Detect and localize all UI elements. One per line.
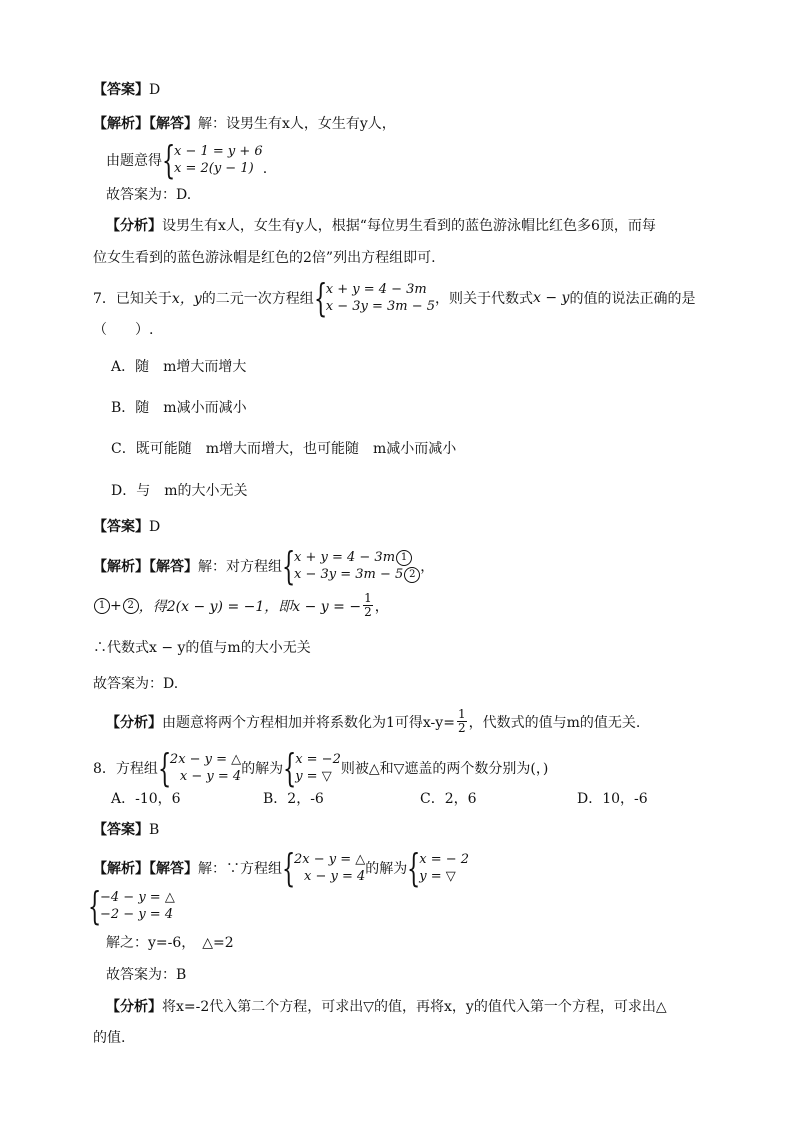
q8-conclusion: 故答案为：B (106, 967, 187, 983)
option-b: B．2，-6 (263, 791, 324, 807)
solution-x: x = − 2 (419, 852, 470, 867)
q6-answer (93, 80, 160, 100)
left-brace: { (313, 276, 328, 320)
equation-2: x − 3y = 3m − 5 (294, 567, 404, 582)
q6-analysis (93, 114, 396, 134)
analysis-text: 解：∵方程组 (198, 861, 282, 877)
fraction-one-half (363, 592, 373, 619)
circled-number-1: 1 (396, 550, 412, 566)
stem-part-1: 7．已知关于 (93, 291, 172, 307)
equation-1: x + y = 4 − 3m (294, 550, 396, 565)
q8-fenxi-line-1 (106, 997, 667, 1017)
fraction-numerator: 1 (457, 707, 466, 721)
fenxi-tag: 【分析】 (106, 714, 162, 731)
fenxi-text-2: ，代数式的值与m的值无关. (468, 714, 641, 731)
q7-answer (93, 517, 160, 537)
stem-part-4: 的值的说法正确的是 (569, 291, 696, 307)
answer-value: D (149, 519, 161, 535)
fraction-numerator: 1 (364, 591, 372, 605)
q6-fenxi-line-1 (106, 216, 656, 236)
q6-equation-system (106, 138, 268, 182)
equation-2: x = 2(y − 1) (174, 161, 254, 176)
stem-part-2: 的二元一次方程组 (201, 291, 314, 307)
q7-fenxi (106, 708, 640, 735)
answer-tag: 【答案】 (93, 822, 149, 838)
left-brace: { (407, 846, 421, 890)
fenxi-text-1: 由题意将两个方程相加并将系数化为1可得x-y= (162, 714, 455, 731)
q7-step (93, 592, 389, 619)
q7-analysis (93, 544, 435, 588)
left-brace: { (162, 138, 176, 182)
left-brace: { (283, 746, 297, 790)
analysis-tag: 【解析】【解答】 (93, 559, 198, 575)
circled-number-2: 2 (123, 598, 139, 614)
fenxi-text: 设男生有x人，女生有y人，根据“每位男生看到的蓝色游泳帽比红色多6顶，而每 (162, 218, 656, 234)
q7-stem-line-2: （ ）. (93, 322, 154, 338)
option-a: A．随 m增大而增大 (111, 359, 247, 375)
option-c: C．既可能随 m增大而增大，也可能随 m减小而减小 (111, 441, 457, 457)
equation-1: x − 1 = y + 6 (174, 144, 263, 159)
substituted-equation-2: −2 − y = 4 (100, 907, 174, 922)
solution-y: y = ▽ (419, 869, 456, 884)
option-c: C．2，6 (420, 791, 477, 807)
stem-part-1: 8．方程组 (93, 761, 158, 777)
equation-2: x − 3y = 3m − 5 (325, 299, 436, 314)
q6-fenxi-line-2: 位女生看到的蓝色游泳帽是红色的2倍”列出方程组即可. (93, 250, 436, 266)
fenxi-text: 将x=-2代入第二个方程，可求出▽的值，再将x，y的值代入第一个方程，可求出△ (162, 999, 667, 1015)
left-brace: { (282, 544, 296, 588)
step-suffix: ， (374, 598, 389, 615)
analysis-comma: ， (420, 559, 435, 575)
equation-2: x − y = 4 (304, 869, 366, 884)
step-plus: + (110, 597, 122, 614)
analysis-tag: 【解析】【解答】 (93, 861, 198, 877)
step-text: ，得2(x − y) = −1，即x − y = − (138, 598, 362, 615)
analysis-mid: 的解为 (365, 861, 408, 877)
q8-analysis (93, 846, 470, 890)
circled-number-1: 1 (94, 598, 110, 614)
left-brace: { (282, 846, 296, 890)
option-d: D．10，-6 (577, 791, 648, 807)
stem-vars: x，y (171, 291, 202, 307)
option-b: B．随 m减小而减小 (111, 400, 247, 416)
q7-therefore: ∴代数式x − y的值与m的大小无关 (93, 640, 311, 656)
fraction-one-half (457, 708, 467, 735)
analysis-text: 解：设男生有x人，女生有y人， (198, 116, 396, 132)
q8-answer (93, 820, 159, 840)
equation-1: 2x − y = △ (294, 852, 366, 867)
fraction-denominator: 2 (364, 605, 372, 619)
equation-2: x − y = 4 (179, 769, 242, 784)
option-d: D．与 m的大小无关 (111, 483, 248, 499)
q7-stem (93, 276, 696, 320)
analysis-tag: 【解析】【解答】 (93, 116, 198, 132)
equation-1: x + y = 4 − 3m (325, 282, 427, 297)
q8-fenxi-line-2: 的值. (93, 1030, 126, 1046)
fenxi-tag: 【分析】 (106, 999, 162, 1015)
option-a: A．-10，6 (111, 791, 181, 807)
q8-stem (93, 746, 549, 790)
q7-conclusion: 故答案为：D. (93, 676, 179, 692)
solution-y: y = ▽ (295, 769, 332, 784)
circled-number-2: 2 (404, 567, 420, 583)
answer-tag: 【答案】 (93, 82, 149, 98)
fraction-denominator: 2 (457, 721, 466, 735)
answer-tag: 【答案】 (93, 519, 149, 535)
solution-x: x = −2 (295, 752, 341, 767)
answer-value: D (149, 82, 161, 98)
equation-suffix: . (262, 161, 268, 177)
stem-expr: x − y (533, 290, 570, 306)
substituted-equation-1: −4 − y = △ (100, 890, 175, 905)
q6-conclusion: 故答案为：D. (106, 187, 192, 203)
answer-value: B (149, 822, 160, 838)
stem-part-3: 则被△和▽遮盖的两个数分别为(，) (340, 761, 549, 777)
stem-part-3: ，则关于代数式 (435, 291, 534, 307)
q8-substituted-system (88, 884, 175, 928)
equation-1: 2x − y = △ (169, 752, 242, 767)
fenxi-tag: 【分析】 (106, 218, 162, 234)
analysis-text: 解：对方程组 (198, 559, 282, 575)
left-brace: { (88, 884, 102, 928)
q8-solve: 解之：y=-6， △=2 (106, 935, 234, 951)
setup-prefix: 由题意得 (106, 153, 162, 169)
left-brace: { (157, 746, 172, 790)
stem-part-2: 的解为 (241, 761, 284, 777)
